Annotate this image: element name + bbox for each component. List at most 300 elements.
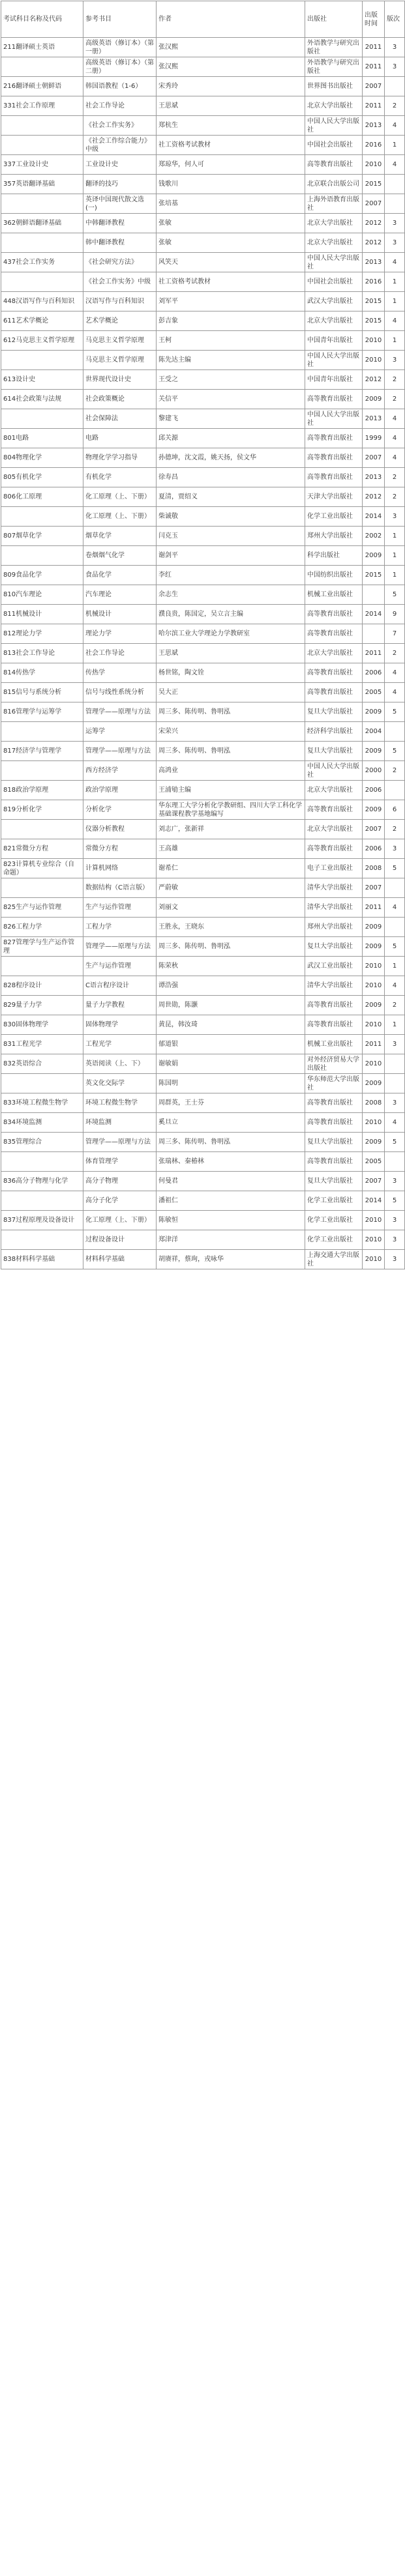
table-row	[1, 292, 405, 311]
cell-publisher: 高等教育出版社	[305, 429, 363, 448]
cell-book: 工业设计史	[83, 155, 157, 175]
cell-edition: 2	[385, 468, 405, 487]
cell-book: 分析化学	[83, 800, 157, 820]
table-row	[1, 155, 405, 175]
cell-edition: 1	[385, 957, 405, 976]
header-author: 作者	[157, 1, 305, 38]
table-row	[1, 898, 405, 918]
header-book: 参考书目	[83, 1, 157, 38]
cell-subject: 814传热学	[1, 663, 83, 683]
cell-publisher: 高等教育出版社	[305, 1152, 363, 1172]
cell-publisher: 北京联合出版公司	[305, 175, 363, 194]
cell-publisher: 高等教育出版社	[305, 839, 363, 859]
cell-edition: 5	[385, 742, 405, 761]
cell-author: 张培基	[157, 194, 305, 214]
cell-author: 陈荣秋	[157, 957, 305, 976]
cell-book: 化工原理（上、下册）	[83, 487, 157, 507]
cell-author: 宋荣兴	[157, 722, 305, 742]
cell-book: 汉语写作与百科知识	[83, 292, 157, 311]
cell-subject	[1, 820, 83, 839]
table-row	[1, 1230, 405, 1250]
cell-edition: 1	[385, 527, 405, 546]
cell-book: 管理学——原理与方法	[83, 702, 157, 722]
cell-author: 谢剑平	[157, 546, 305, 566]
table-row	[1, 859, 405, 878]
cell-book: 中韩翻译教程	[83, 214, 157, 233]
cell-edition: 3	[385, 1172, 405, 1191]
cell-publisher: 郑州大学出版社	[305, 918, 363, 937]
cell-subject	[1, 1152, 83, 1172]
cell-publisher: 高等教育出版社	[305, 800, 363, 820]
cell-author: 李红	[157, 566, 305, 585]
cell-edition: 5	[385, 937, 405, 957]
cell-book: 烟草化学	[83, 527, 157, 546]
cell-publisher: 高等教育出版社	[305, 155, 363, 175]
cell-book: 量子力学教程	[83, 996, 157, 1015]
cell-publisher: 清华大学出版社	[305, 898, 363, 918]
cell-book: 管理学——原理与方法	[83, 1133, 157, 1152]
cell-subject: 337工业设计史	[1, 155, 83, 175]
cell-publisher: 机械工业出版社	[305, 1035, 363, 1054]
cell-year: 2009	[363, 800, 385, 820]
table-row	[1, 1035, 405, 1054]
cell-publisher: 高等教育出版社	[305, 605, 363, 624]
cell-edition	[385, 1152, 405, 1172]
cell-year: 2005	[363, 683, 385, 702]
cell-year: 2016	[363, 136, 385, 155]
cell-author: 社工资格考试教材	[157, 272, 305, 292]
cell-book: 世界现代设计史	[83, 370, 157, 390]
cell-book: 翻译的技巧	[83, 175, 157, 194]
table-row	[1, 1113, 405, 1133]
table-row	[1, 38, 405, 57]
cell-subject: 801电路	[1, 429, 83, 448]
cell-year: 2000	[363, 761, 385, 781]
cell-edition	[385, 878, 405, 898]
table-row	[1, 77, 405, 96]
cell-year: 2015	[363, 292, 385, 311]
cell-author: 胡赓祥，蔡珣，戎咏华	[157, 1250, 305, 1269]
cell-year: 2011	[363, 57, 385, 77]
cell-subject	[1, 1230, 83, 1250]
cell-publisher: 北京大学出版社	[305, 820, 363, 839]
header-publisher: 出版社	[305, 1, 363, 38]
table-row	[1, 878, 405, 898]
table-row	[1, 448, 405, 468]
table-row	[1, 742, 405, 761]
cell-publisher: 郑州大学出版社	[305, 527, 363, 546]
cell-edition: 9	[385, 605, 405, 624]
cell-subject: 807烟草化学	[1, 527, 83, 546]
cell-edition: 5	[385, 1133, 405, 1152]
table-row	[1, 351, 405, 370]
cell-author: 徐寿昌	[157, 468, 305, 487]
cell-edition	[385, 1074, 405, 1093]
cell-year: 2007	[363, 820, 385, 839]
cell-edition: 1	[385, 292, 405, 311]
cell-book: 高分子化学	[83, 1191, 157, 1211]
table-row	[1, 57, 405, 77]
cell-book: 马克思主义哲学原理	[83, 351, 157, 370]
cell-year: 2012	[363, 233, 385, 253]
table-row	[1, 233, 405, 253]
cell-publisher: 复旦大学出版社	[305, 937, 363, 957]
cell-publisher: 清华大学出版社	[305, 976, 363, 996]
cell-subject: 813社会工作导论	[1, 644, 83, 663]
header-year: 出版时间	[363, 1, 385, 38]
cell-book: 英语阅读（上、下）	[83, 1054, 157, 1074]
cell-year: 2014	[363, 1191, 385, 1211]
table-row	[1, 644, 405, 663]
cell-edition: 2	[385, 487, 405, 507]
cell-publisher: 高等教育出版社	[305, 996, 363, 1015]
table-row	[1, 996, 405, 1015]
cell-subject	[1, 507, 83, 527]
cell-publisher: 对外经济贸易大学出版社	[305, 1054, 363, 1074]
cell-book: 传热学	[83, 663, 157, 683]
cell-book: 固体物理学	[83, 1015, 157, 1035]
table-row	[1, 1015, 405, 1035]
cell-subject: 804物理化学	[1, 448, 83, 468]
cell-author: 奚旦立	[157, 1113, 305, 1133]
table-row	[1, 605, 405, 624]
cell-year: 2009	[363, 390, 385, 409]
cell-book: C语言程序设计	[83, 976, 157, 996]
cell-year: 2009	[363, 742, 385, 761]
cell-year: 2007	[363, 1172, 385, 1191]
cell-subject	[1, 351, 83, 370]
cell-author: 谢敏娟	[157, 1054, 305, 1074]
cell-author: 王受之	[157, 370, 305, 390]
cell-book: 工程力学	[83, 918, 157, 937]
cell-subject: 811机械设计	[1, 605, 83, 624]
cell-author: 吴大正	[157, 683, 305, 702]
cell-edition: 1	[385, 546, 405, 566]
cell-publisher: 中国青年出版社	[305, 370, 363, 390]
cell-edition: 1	[385, 566, 405, 585]
cell-year: 2014	[363, 605, 385, 624]
cell-year: 2010	[363, 976, 385, 996]
cell-edition: 3	[385, 38, 405, 57]
cell-subject: 834环境监测	[1, 1113, 83, 1133]
table-row	[1, 937, 405, 957]
cell-edition: 2	[385, 820, 405, 839]
cell-publisher: 北京大学出版社	[305, 644, 363, 663]
cell-publisher: 清华大学出版社	[305, 878, 363, 898]
cell-year: 2010	[363, 1250, 385, 1269]
cell-edition: 4	[385, 116, 405, 136]
cell-author: 濮良贵，陈国定，吴立言主编	[157, 605, 305, 624]
cell-subject: 829量子力学	[1, 996, 83, 1015]
cell-subject	[1, 1074, 83, 1093]
cell-subject	[1, 116, 83, 136]
table-row	[1, 311, 405, 331]
cell-year: 2015	[363, 566, 385, 585]
cell-year: 2015	[363, 175, 385, 194]
cell-publisher: 复旦大学出版社	[305, 1133, 363, 1152]
cell-author: 风笑天	[157, 253, 305, 272]
table-row	[1, 1074, 405, 1093]
cell-subject: 448汉语写作与百科知识	[1, 292, 83, 311]
cell-subject: 816管理学与运筹学	[1, 702, 83, 722]
cell-year: 2010	[363, 155, 385, 175]
cell-author: 王思斌	[157, 644, 305, 663]
table-row	[1, 527, 405, 546]
cell-subject: 211翻译硕士英语	[1, 38, 83, 57]
cell-author: 刘军平	[157, 292, 305, 311]
cell-author: 邱关源	[157, 429, 305, 448]
cell-author: 王浦劬主编	[157, 781, 305, 800]
table-row	[1, 702, 405, 722]
cell-author: 潘祖仁	[157, 1191, 305, 1211]
cell-subject: 823计算机专业综合（自命题）	[1, 859, 83, 878]
cell-publisher: 电子工业出版社	[305, 859, 363, 878]
table-row	[1, 390, 405, 409]
cell-book: 有机化学	[83, 468, 157, 487]
cell-edition: 3	[385, 1035, 405, 1054]
cell-book: 艺术学概论	[83, 311, 157, 331]
table-row	[1, 96, 405, 116]
cell-subject: 612马克思主义哲学原理	[1, 331, 83, 351]
cell-book: 《社会工作实务》	[83, 116, 157, 136]
table-row	[1, 1054, 405, 1074]
cell-edition: 3	[385, 507, 405, 527]
cell-subject: 818政治学原理	[1, 781, 83, 800]
cell-author: 陈先达主编	[157, 351, 305, 370]
cell-author: 钱歌川	[157, 175, 305, 194]
cell-author: 高鸿业	[157, 761, 305, 781]
cell-author: 余志生	[157, 585, 305, 605]
cell-edition	[385, 722, 405, 742]
cell-edition	[385, 1054, 405, 1074]
cell-year: 2006	[363, 663, 385, 683]
cell-author: 夏清，贾绍义	[157, 487, 305, 507]
cell-edition: 3	[385, 57, 405, 77]
table-row	[1, 194, 405, 214]
cell-book: 卷烟烟气化学	[83, 546, 157, 566]
cell-author: 王思斌	[157, 96, 305, 116]
cell-edition	[385, 918, 405, 937]
cell-edition: 3	[385, 1093, 405, 1113]
table-row	[1, 1093, 405, 1113]
cell-book: 《社会研究方法》	[83, 253, 157, 272]
cell-book: 高分子物理	[83, 1172, 157, 1191]
cell-subject: 357英语翻译基础	[1, 175, 83, 194]
cell-edition: 4	[385, 429, 405, 448]
cell-author: 周世勋，陈灏	[157, 996, 305, 1015]
cell-book: 社会政策概论	[83, 390, 157, 409]
cell-year: 2011	[363, 1035, 385, 1054]
cell-publisher: 复旦大学出版社	[305, 742, 363, 761]
table-row	[1, 175, 405, 194]
cell-publisher: 复旦大学出版社	[305, 702, 363, 722]
cell-author: 彭吉象	[157, 311, 305, 331]
cell-publisher: 高等教育出版社	[305, 448, 363, 468]
cell-subject: 812理论力学	[1, 624, 83, 644]
cell-book: 体育管理学	[83, 1152, 157, 1172]
cell-edition: 2	[385, 644, 405, 663]
cell-author: 张汉熙	[157, 57, 305, 77]
cell-year: 2015	[363, 311, 385, 331]
cell-year: 2011	[363, 38, 385, 57]
cell-year: 2012	[363, 487, 385, 507]
cell-subject: 806化工原理	[1, 487, 83, 507]
cell-year: 2006	[363, 781, 385, 800]
table-row	[1, 683, 405, 702]
cell-author: 刘志广，张新祥	[157, 820, 305, 839]
cell-publisher: 中国青年出版社	[305, 331, 363, 351]
cell-year: 2008	[363, 1093, 385, 1113]
cell-subject: 815信号与系统分析	[1, 683, 83, 702]
cell-edition: 1	[385, 1015, 405, 1035]
cell-author: 张敏	[157, 233, 305, 253]
cell-publisher: 北京大学出版社	[305, 233, 363, 253]
cell-subject	[1, 136, 83, 155]
cell-subject	[1, 761, 83, 781]
cell-year: 2010	[363, 1015, 385, 1035]
cell-book: 运筹学	[83, 722, 157, 742]
cell-year: 2010	[363, 1211, 385, 1230]
cell-year: 2016	[363, 272, 385, 292]
cell-subject: 830固体物理学	[1, 1015, 83, 1035]
table-row	[1, 761, 405, 781]
table-row	[1, 781, 405, 800]
cell-book: 高级英语（修订本）（第二册）	[83, 57, 157, 77]
cell-year: 1999	[363, 429, 385, 448]
table-row	[1, 136, 405, 155]
cell-subject: 810汽车理论	[1, 585, 83, 605]
cell-publisher: 武汉工业出版社	[305, 957, 363, 976]
cell-book: 材料科学基础	[83, 1250, 157, 1269]
table-row	[1, 957, 405, 976]
table-row	[1, 214, 405, 233]
cell-book: 环境监测	[83, 1113, 157, 1133]
cell-publisher: 中国人民大学出版社	[305, 253, 363, 272]
cell-book: 韩国语教程（1-6）	[83, 77, 157, 96]
cell-subject	[1, 233, 83, 253]
cell-author: 郑津洋	[157, 1230, 305, 1250]
cell-subject	[1, 546, 83, 566]
cell-publisher: 经济科学出版社	[305, 722, 363, 742]
table-row	[1, 566, 405, 585]
document-page	[0, 1, 405, 2576]
header-subject: 考试科目名称及代码	[1, 1, 83, 38]
cell-edition: 4	[385, 253, 405, 272]
cell-author: 王胜永，王晓东	[157, 918, 305, 937]
cell-edition: 3	[385, 233, 405, 253]
cell-publisher: 高等教育出版社	[305, 624, 363, 644]
table-row	[1, 1133, 405, 1152]
cell-subject: 819分析化学	[1, 800, 83, 820]
header-edition: 版次	[385, 1, 405, 38]
table-row	[1, 429, 405, 448]
cell-edition: 3	[385, 839, 405, 859]
cell-publisher: 北京大学出版社	[305, 311, 363, 331]
cell-publisher: 中国纺织出版社	[305, 566, 363, 585]
cell-author: 华东理工大学分析化学教研组、四川大学工科化学基础课程教学基地编写	[157, 800, 305, 820]
cell-subject: 817经济学与管理学	[1, 742, 83, 761]
table-row	[1, 468, 405, 487]
table-row	[1, 722, 405, 742]
cell-edition: 4	[385, 898, 405, 918]
cell-edition: 4	[385, 409, 405, 429]
cell-subject	[1, 57, 83, 77]
cell-author: 陈国明	[157, 1074, 305, 1093]
cell-publisher: 中国人民大学出版社	[305, 351, 363, 370]
cell-subject	[1, 878, 83, 898]
cell-year: 2004	[363, 722, 385, 742]
cell-year: 2007	[363, 194, 385, 214]
cell-edition: 5	[385, 1191, 405, 1211]
table-row	[1, 1250, 405, 1269]
table-row	[1, 1172, 405, 1191]
cell-year: 2009	[363, 546, 385, 566]
cell-publisher: 高等教育出版社	[305, 1015, 363, 1035]
cell-book: 生产与运作管理	[83, 957, 157, 976]
cell-year: 2009	[363, 996, 385, 1015]
cell-author: 王高雄	[157, 839, 305, 859]
cell-author: 王柯	[157, 331, 305, 351]
cell-book: 数据结构（C语言版）	[83, 878, 157, 898]
cell-book: 西方经济学	[83, 761, 157, 781]
cell-edition: 3	[385, 214, 405, 233]
cell-year: 2010	[363, 351, 385, 370]
cell-year: 2006	[363, 839, 385, 859]
cell-author: 黄昆，韩汝琦	[157, 1015, 305, 1035]
cell-author: 郑琼华，何人可	[157, 155, 305, 175]
table-body	[1, 38, 405, 1269]
cell-book: 信号与线性系统分析	[83, 683, 157, 702]
cell-edition: 4	[385, 1113, 405, 1133]
cell-edition: 7	[385, 624, 405, 644]
table-row	[1, 663, 405, 683]
table-header	[1, 1, 405, 38]
cell-edition	[385, 194, 405, 214]
cell-author: 闫克玉	[157, 527, 305, 546]
cell-book: 社会工作导论	[83, 96, 157, 116]
cell-year: 2009	[363, 937, 385, 957]
cell-publisher: 北京大学出版社	[305, 781, 363, 800]
cell-publisher: 中国人民大学出版社	[305, 409, 363, 429]
cell-year: 2009	[363, 1133, 385, 1152]
cell-author: 严蔚敏	[157, 878, 305, 898]
cell-book: 管理学——原理与方法	[83, 937, 157, 957]
cell-publisher: 复旦大学出版社	[305, 1172, 363, 1191]
cell-author: 谢希仁	[157, 859, 305, 878]
cell-year: 2013	[363, 253, 385, 272]
cell-author: 社工资格考试教材	[157, 136, 305, 155]
cell-book: 政治学原理	[83, 781, 157, 800]
cell-publisher: 中国社会出版社	[305, 136, 363, 155]
cell-book: 韩中翻译教程	[83, 233, 157, 253]
cell-book: 英文化交际学	[83, 1074, 157, 1093]
cell-subject: 362朝鲜语翻译基础	[1, 214, 83, 233]
cell-book: 理论力学	[83, 624, 157, 644]
table-row	[1, 1191, 405, 1211]
table-row	[1, 820, 405, 839]
cell-edition: 3	[385, 1250, 405, 1269]
cell-author: 柴诚敬	[157, 507, 305, 527]
cell-book: 仪器分析教程	[83, 820, 157, 839]
cell-publisher: 中国人民大学出版社	[305, 116, 363, 136]
cell-author: 陈敏恒	[157, 1211, 305, 1230]
cell-year: 2013	[363, 468, 385, 487]
cell-year	[363, 624, 385, 644]
cell-year: 2013	[363, 409, 385, 429]
cell-author: 周三多、陈传明、鲁明泓	[157, 937, 305, 957]
cell-year: 2011	[363, 96, 385, 116]
cell-year: 2010	[363, 957, 385, 976]
